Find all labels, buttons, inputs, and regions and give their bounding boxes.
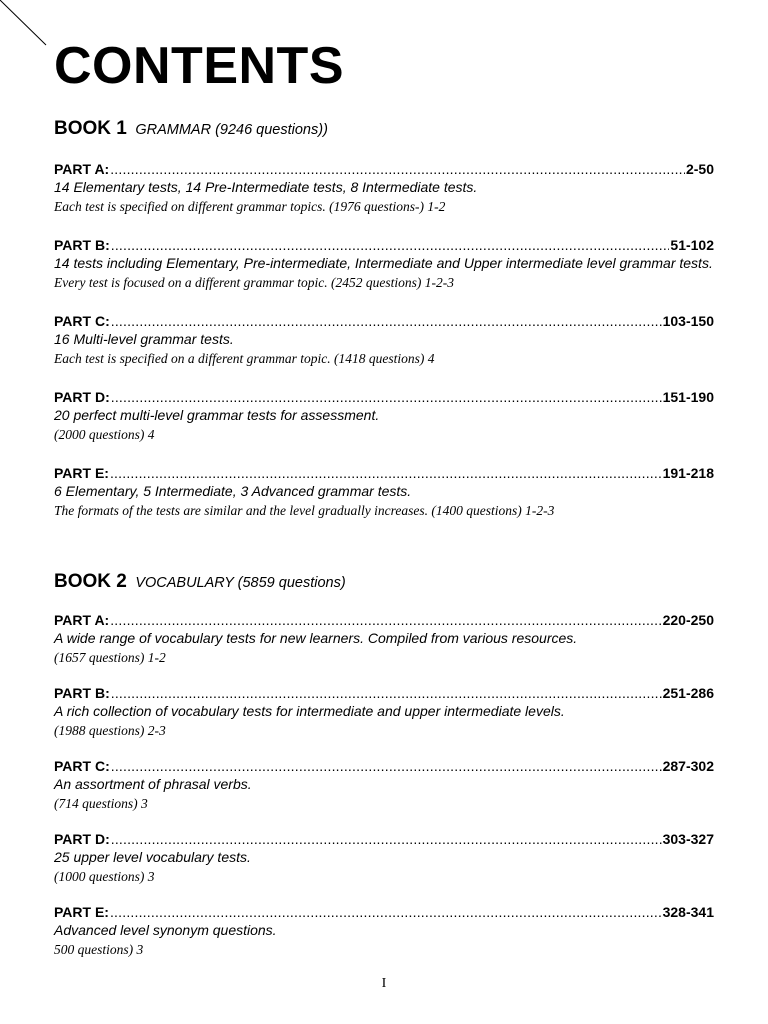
- part-description: 16 Multi-level grammar tests.: [54, 331, 234, 347]
- page-range: 191-218: [662, 465, 714, 481]
- page-number: I: [381, 976, 387, 991]
- part-note: Each test is specified on different grammar topics. (1976 questions-) 1-2: [54, 199, 446, 214]
- part-label: PART C:: [54, 758, 110, 774]
- part-label: PART D:: [54, 831, 110, 847]
- toc-entry-book1-part-c[interactable]: [54, 312, 714, 368]
- dot-leader: [111, 388, 662, 406]
- part-note: The formats of the tests are similar and the level gradually increases. (1400 questions) 1-2-3: [54, 503, 555, 518]
- toc-entry-book1-part-d[interactable]: [54, 388, 714, 444]
- toc-entry-book1-part-e[interactable]: [54, 464, 714, 520]
- corner-fold-line: [0, 0, 48, 48]
- part-label: PART D:: [54, 389, 110, 405]
- page-title: CONTENTS: [54, 37, 344, 95]
- book-subtitle: GRAMMAR (9246 questions)): [135, 122, 328, 138]
- dot-leader: [110, 903, 662, 921]
- part-note: Every test is focused on a different grammar topic. (2452 questions) 1-2-3: [54, 275, 454, 290]
- dot-leader: [111, 830, 662, 848]
- part-label: PART E:: [54, 465, 109, 481]
- dot-leader: [110, 611, 661, 629]
- toc-entry-book1-part-a[interactable]: [54, 160, 714, 216]
- dot-leader: [111, 757, 662, 775]
- part-note: Each test is specified on a different grammar topic. (1418 questions) 4: [54, 351, 435, 366]
- page-range: 287-302: [662, 758, 714, 774]
- part-label: PART A:: [54, 161, 110, 177]
- dot-leader: [111, 236, 670, 254]
- part-description: 14 Elementary tests, 14 Pre-Intermediate tests, 8 Intermediate tests.: [54, 179, 478, 195]
- part-description: 20 perfect multi-level grammar tests for assessment.: [54, 407, 380, 423]
- part-note: (1657 questions) 1-2: [54, 650, 166, 665]
- page-range: 251-286: [662, 685, 714, 701]
- part-description: 14 tests including Elementary, Pre-intermediate, Intermediate and Upper intermediate level grammar tests.: [54, 255, 713, 271]
- part-label: PART B:: [54, 237, 110, 253]
- toc-entry-book2-part-b[interactable]: [54, 684, 714, 740]
- page-range: 151-190: [662, 389, 714, 405]
- toc-entry-book2-part-e[interactable]: [54, 903, 714, 959]
- toc-entry-book1-part-b[interactable]: [54, 236, 714, 292]
- dot-leader: [110, 160, 685, 178]
- part-description: 25 upper level vocabulary tests.: [54, 849, 251, 865]
- page-range: 303-327: [662, 831, 714, 847]
- part-description: A rich collection of vocabulary tests for intermediate and upper intermediate levels.: [54, 703, 565, 719]
- toc-entry-book2-part-a[interactable]: [54, 611, 714, 667]
- part-label: PART B:: [54, 685, 110, 701]
- part-note: 500 questions) 3: [54, 942, 144, 957]
- dot-leader: [111, 312, 662, 330]
- part-description: A wide range of vocabulary tests for new learners. Compiled from various resources.: [54, 630, 578, 646]
- part-note: (714 questions) 3: [54, 796, 148, 811]
- part-label: PART C:: [54, 313, 110, 329]
- part-description: An assortment of phrasal verbs.: [54, 776, 252, 792]
- part-note: (1988 questions) 2-3: [54, 723, 166, 738]
- page-range: 220-250: [662, 612, 714, 628]
- page-range: 51-102: [670, 237, 714, 253]
- book-heading: [54, 118, 714, 144]
- book-2-section: [54, 571, 714, 959]
- toc-entry-book2-part-c[interactable]: [54, 757, 714, 813]
- part-note: (2000 questions) 4: [54, 427, 155, 442]
- book-label: BOOK 1: [54, 118, 127, 139]
- page-range: 103-150: [662, 313, 714, 329]
- dot-leader: [110, 464, 662, 482]
- part-description: 6 Elementary, 5 Intermediate, 3 Advanced grammar tests.: [54, 483, 412, 499]
- part-note: (1000 questions) 3: [54, 869, 155, 884]
- toc-entry-book2-part-d[interactable]: [54, 830, 714, 886]
- book-label: BOOK 2: [54, 571, 127, 592]
- part-label: PART A:: [54, 612, 110, 628]
- dot-leader: [111, 684, 662, 702]
- page-range: 328-341: [662, 904, 714, 920]
- book-1-section: [54, 118, 714, 520]
- part-description: Advanced level synonym questions.: [54, 922, 277, 938]
- book-heading: [54, 571, 714, 597]
- book-subtitle: VOCABULARY (5859 questions): [135, 575, 346, 591]
- part-label: PART E:: [54, 904, 109, 920]
- page-range: 2-50: [685, 161, 714, 177]
